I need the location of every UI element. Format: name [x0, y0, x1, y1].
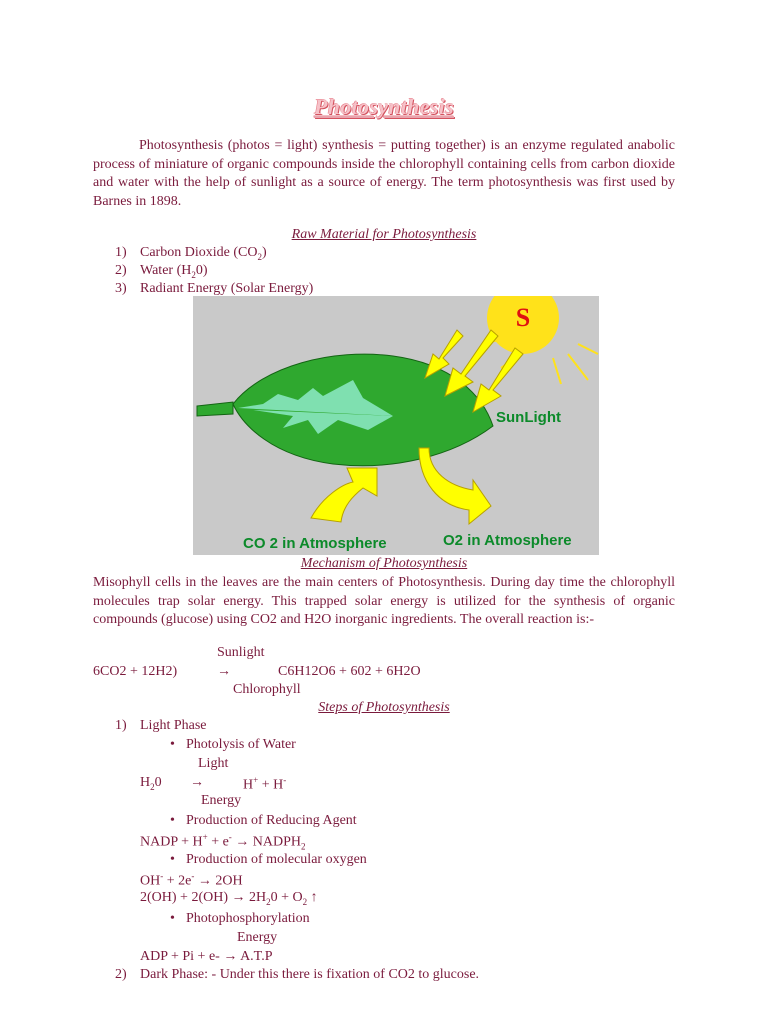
oxygen-equation-1: OH- + 2e- → 2OH	[140, 871, 243, 889]
list-number: 2)	[115, 263, 127, 278]
bullet-reducing-agent: • Production of Reducing Agent	[186, 813, 357, 829]
arrow-right-icon: →	[231, 890, 246, 905]
raw-material-list	[115, 245, 314, 299]
arrow-right-icon: →	[223, 949, 238, 964]
photolysis-left: $H_20$	[140, 775, 162, 792]
list-text: Water $(H_20)$	[140, 263, 208, 280]
reducing-agent-equation: NADP + $H^+ + e^- \to NADPH_2$	[140, 832, 306, 852]
atp-equation: ADP + Pi + e- → A.T.P	[140, 949, 273, 964]
equation-left: 6CO2 + 12H2)	[93, 664, 178, 679]
dark-phase-label: Dark Phase: - Under this there is fixation of CO2 to glucose.	[140, 967, 480, 982]
arrow-right-icon: →	[197, 873, 212, 889]
bullet-photophosphorylation: • Photophosphorylation	[186, 911, 310, 927]
list-number: 1)	[115, 245, 127, 260]
photophosphorylation-top-label: Energy	[237, 930, 278, 945]
list-text: Radiant Energy (Solar Energy)	[140, 281, 314, 296]
photosynthesis-diagram	[193, 296, 599, 555]
equation-bottom-label: Chlorophyll	[233, 682, 301, 697]
equation-right: C6H12O6 + 602 + 6H2O	[278, 664, 421, 679]
list-text: Carbon Dioxide $(CO_2)$	[140, 245, 267, 262]
list-item	[115, 263, 208, 281]
list-number: 3)	[115, 281, 127, 296]
mechanism-paragraph: Misophyll cells in the leaves are the main centers of Photosynthesis. During day time the chlorophyll molecules trap solar energy. This trapped solar energy is utilized for the synthesis of organic compounds (glucose) using CO2 and H2O inorganic ingredients. The overall reaction is:-	[93, 575, 675, 627]
dark-phase-number: 2)	[115, 967, 127, 982]
arrow-right-icon: →	[190, 775, 204, 790]
bullet-photolysis: • Photolysis of Water	[186, 737, 296, 753]
photolysis-right: H+ + H-	[243, 775, 287, 793]
arrow-up-icon: ↑	[307, 890, 318, 905]
arrow-right-icon: →	[217, 664, 231, 679]
steps-heading: Steps of Photosynthesis	[318, 700, 450, 715]
raw-material-heading: Raw Material for Photosynthesis	[291, 227, 477, 242]
oxygen-equation-2: $2(OH) + 2(OH) \to 2H_20 + O_2$ ↑	[140, 890, 318, 907]
o2-label: O2 in Atmosphere	[443, 532, 572, 549]
light-phase-number: 1)	[115, 718, 127, 733]
equation-top-label: Sunlight	[217, 645, 265, 660]
photolysis-bottom-label: Energy	[201, 793, 242, 808]
arrow-right-icon: →	[235, 834, 250, 850]
mechanism-heading: Mechanism of Photosynthesis	[300, 556, 468, 571]
intro-paragraph: Photosynthesis (photos = light) synthesis = putting together) is an enzyme regulated anabolic process of miniature of organic compounds inside the chlorophyll containing cells from carbon dioxide and water with the help of sunlight as a source of energy. The term photosynthesis was first used by Barnes in 1898.	[93, 138, 675, 209]
sun-letter: S	[515, 303, 531, 332]
list-item	[115, 281, 314, 299]
bullet-molecular-oxygen: • Production of molecular oxygen	[186, 852, 367, 868]
page-title: Photosynthesis	[314, 94, 454, 119]
light-phase-label: Light Phase	[140, 718, 207, 733]
photolysis-top-label: Light	[198, 756, 229, 771]
sunlight-label: SunLight	[496, 409, 561, 426]
co2-label: CO 2 in Atmosphere	[243, 535, 387, 552]
list-item	[115, 245, 267, 263]
